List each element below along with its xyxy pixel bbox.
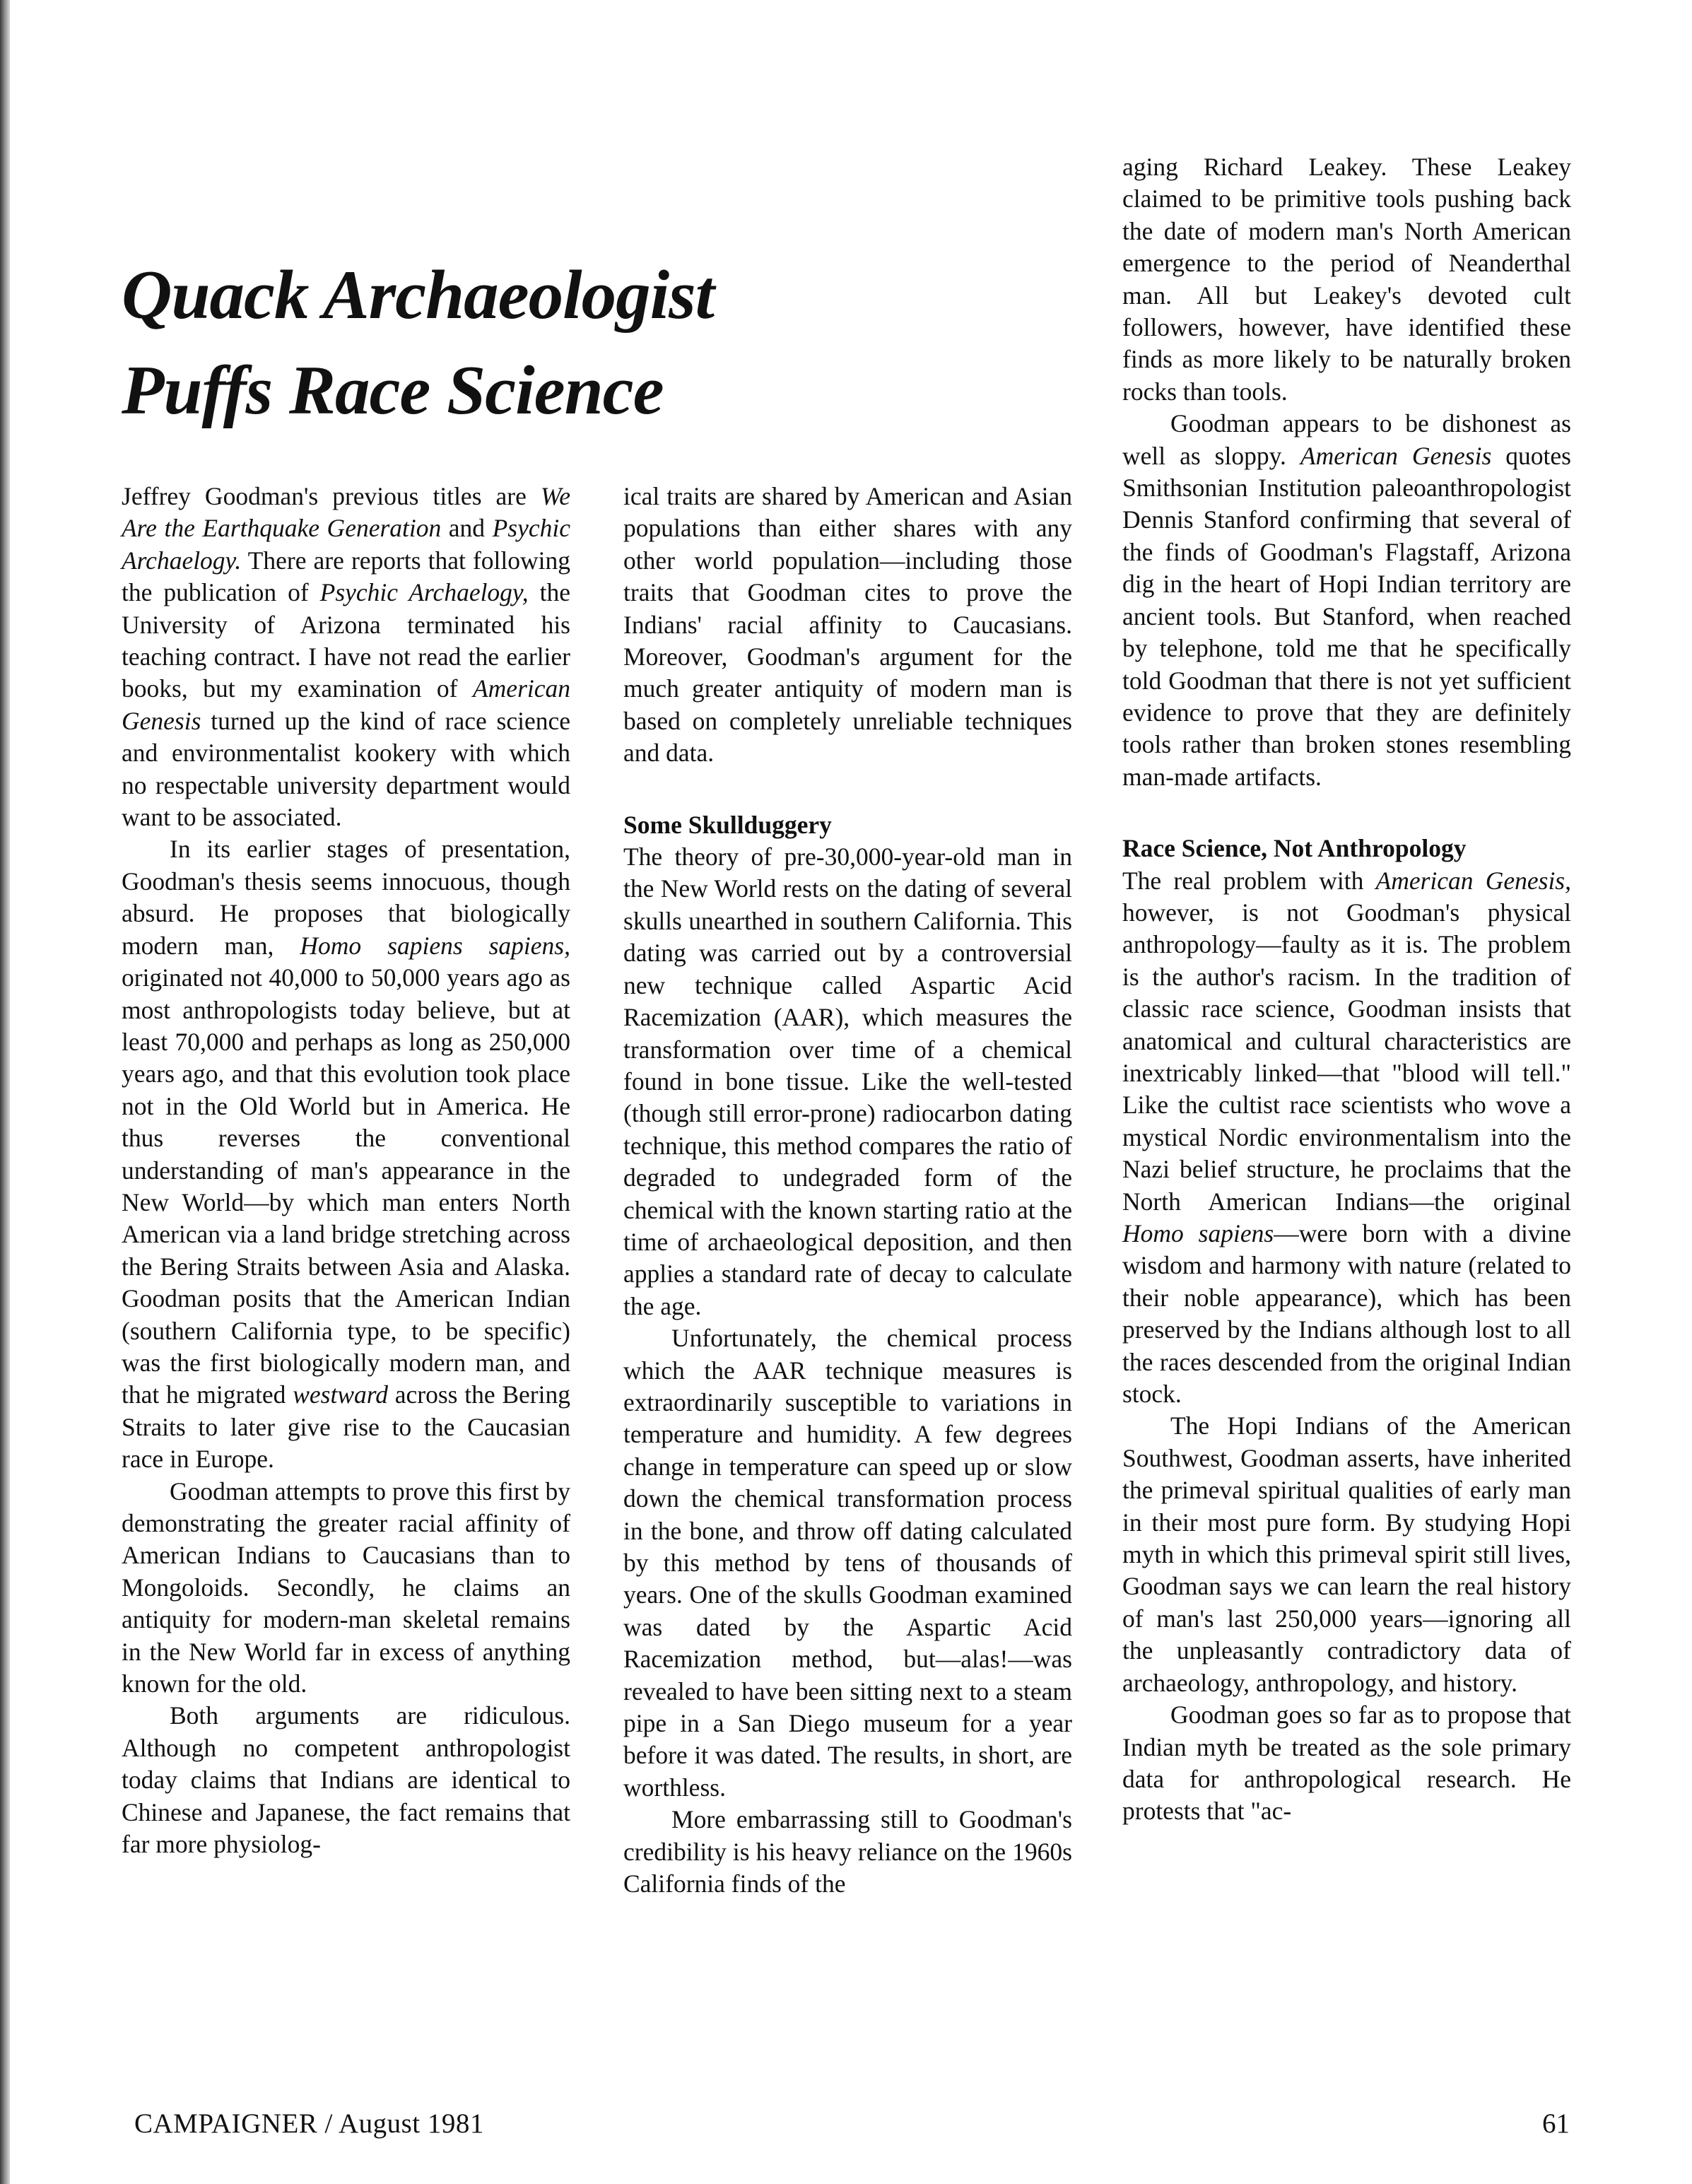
headline-line-2: Puffs Race Science: [122, 352, 664, 429]
paragraph: ical traits are shared by American and Asian populations than either shares with any other world population—including those traits that Goodman cites to prove the Indians' racial affinity to Caucasians. Moreover, Goodman's argument for the much greater antiquity of modern man is based on completely unreliable techniques and data.: [623, 482, 1072, 768]
paragraph: More embarrassing still to Goodman's credibility is his heavy reliance on the 1960s California finds of the: [623, 1805, 1072, 1898]
footer-page-number: 61: [1542, 2108, 1570, 2139]
paragraph: Goodman attempts to prove this first by demonstrating the greater racial affinity of American Indians to Caucasians than to Mongoloids. Secondly, he claims an antiquity for modern-man skeletal remains in the New World far in excess of anything known for the old.: [122, 1476, 570, 1698]
paragraph: aging Richard Leakey. These Leakey claimed to be primitive tools pushing back the date of modern man's North American emergence to the period of Neanderthal man. All but Leakey's devoted cult followers, however, have identified these finds as more likely to be naturally broken rocks than tools.: [1122, 153, 1571, 406]
article-column-3: [1122, 151, 1571, 1828]
article-headline: [122, 247, 927, 438]
paragraph: Both arguments are ridiculous. Although no competent anthropologist today claims that Indians are identical to Chinese and Japanese, the fact remains that far more physiolog-: [122, 1701, 570, 1859]
paragraph: Goodman goes so far as to propose that Indian myth be treated as the sole primary data for anthropological research. He protests that "ac-: [1122, 1701, 1571, 1826]
section-subhead-race-science: Race Science, Not Anthropology: [1122, 834, 1467, 863]
paragraph: Goodman appears to be dishonest as well as sloppy. American Genesis quotes Smithsonian Institution paleoanthropologist Dennis Stanford confirming that several of the finds of Goodman's Flagstaff, Arizona dig in the heart of Hopi Indian territory are ancient tools. But Stanford, when reached by telephone, told me that he specifically told Goodman that there is not yet sufficient evidence to prove that they are definitely tools rather than broken stones resembling man-made artifacts.: [1122, 409, 1571, 791]
article-column-2: [623, 481, 1072, 1900]
paragraph: The Hopi Indians of the American Southwest, Goodman asserts, have inherited the primeval spiritual qualities of early man in their most pure form. By studying Hopi myth in which this primeval spirit still lives, Goodman says we can learn the real history of man's last 250,000 years—ignoring all the unpleasantly contradictory data of archaeology, anthropology, and history.: [1122, 1411, 1571, 1697]
paragraph: In its earlier stages of presentation, Goodman's thesis seems innocuous, though absurd. He proposes that biologically modern man, Homo sapiens sapiens, originated not 40,000 to 50,000 years ago as most anthropologists today believe, but at least 70,000 and perhaps as long as 250,000 years ago, and that this evolution took place not in the Old World but in America. He thus reverses the conventional understanding of man's appearance in the New World—by which man enters North American via a land bridge stretching across the Bering Straits between Asia and Alaska. Goodman posits that the American Indian (southern California type, to be specific) was the first biologically modern man, and that he migrated westward across the Bering Straits to later give rise to the Caucasian race in Europe.: [122, 835, 570, 1474]
headline-line-1: Quack Archaeologist: [122, 257, 715, 334]
paragraph: The real problem with American Genesis, however, is not Goodman's physical anthropology—faulty as it is. The problem is the author's racism. In the tradition of classic race science, Goodman insists that anatomical and cultural characteristics are inextricably linked—that "blood will tell." Like the cultist race scientists who wove a mystical Nordic environmentalism into the Nazi belief structure, he proclaims that the North American Indians—the original Homo sapiens—were born with a divine wisdom and harmony with nature (related to their noble appearance), which has been preserved by the Indians although lost to all the races descended from the original Indian stock.: [1122, 866, 1571, 1409]
page-binding-edge: [0, 0, 10, 2184]
article-column-1: [122, 481, 570, 1860]
paragraph: The theory of pre-30,000-year-old man in the New World rests on the dating of several skulls unearthed in southern California. This dating was carried out by a controversial new technique called Aspartic Acid Racemization (AAR), which measures the transformation over time of a chemical found in bone tissue. Like the well-tested (though still error-prone) radiocarbon dating technique, this method compares the ratio of degraded to undegraded form of the chemical with the known starting ratio at the time of archaeological deposition, and then applies a standard rate of decay to calculate the age.: [623, 843, 1072, 1320]
paragraph: Unfortunately, the chemical process which the AAR technique measures is extraordinarily susceptible to variations in temperature and humidity. A few degrees change in temperature can speed up or slow down the chemical transformation process in the bone, and throw off dating calculated by this method by tens of thousands of years. One of the skulls Goodman examined was dated by the Aspartic Acid Racemization method, but—alas!—was revealed to have been sitting next to a steam pipe in a San Diego museum for a year before it was dated. The results, in short, are worthless.: [623, 1324, 1072, 1802]
footer-publication: CAMPAIGNER / August 1981: [134, 2108, 484, 2139]
section-subhead-skullduggery: Some Skullduggery: [623, 810, 832, 839]
paragraph: Jeffrey Goodman's previous titles are We Are the Earthquake Generation and Psychic Archaelogy. There are reports that following the publication of Psychic Archaelogy, the University of Arizona terminated his teaching contract. I have not read the earlier books, but my examination of American Genesis turned up the kind of race science and environmentalist kookery with which no respectable university department would want to be associated.: [122, 482, 570, 832]
